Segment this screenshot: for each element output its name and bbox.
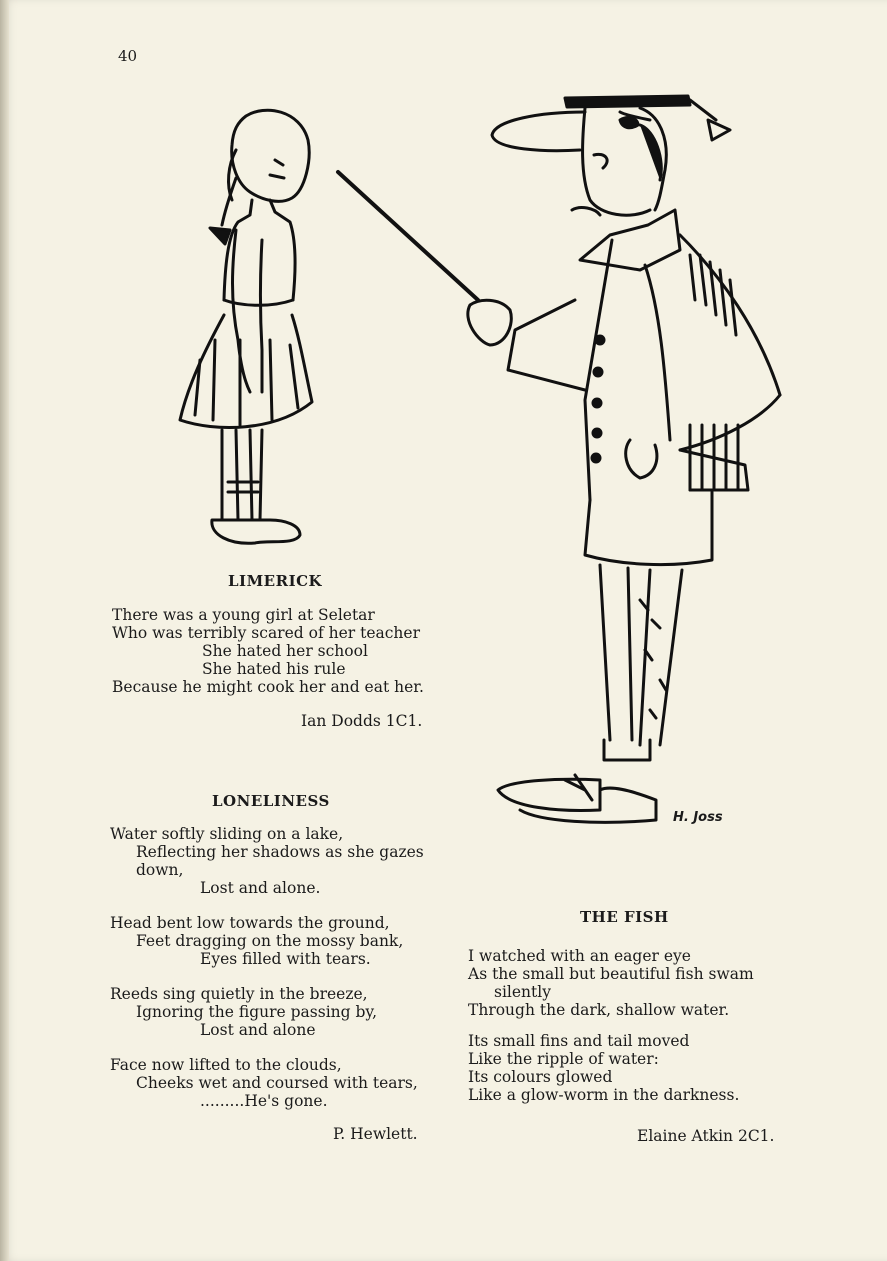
limerick-body (112, 606, 424, 696)
poem-line: Ignoring the figure passing by, (136, 1003, 378, 1021)
poem-line: There was a young girl at Seletar (112, 606, 375, 624)
poem-line: Lost and alone. (200, 879, 321, 897)
poem-line: Its small fins and tail moved (468, 1032, 690, 1050)
poem-line: Because he might cook her and eat her. (112, 678, 424, 696)
poem-line: Reeds sing quietly in the breeze, (110, 985, 368, 1003)
poem-line: As the small but beautiful fish swam (468, 965, 754, 983)
poem-line: Head bent low towards the ground, (110, 914, 390, 932)
poem-line: silently (494, 983, 551, 1001)
fish-title: THE FISH (580, 908, 669, 926)
fish-author: Elaine Atkin 2C1. (637, 1127, 775, 1145)
fish-body (468, 947, 754, 1104)
loneliness-author: P. Hewlett. (333, 1125, 418, 1143)
poem-line: Cheeks wet and coursed with tears, (136, 1074, 418, 1092)
poem-line: .........He's gone. (200, 1092, 328, 1110)
poem-line: Reflecting her shadows as she gazes (136, 843, 424, 861)
poem-line: Feet dragging on the mossy bank, (136, 932, 404, 950)
poem-line: Lost and alone (200, 1021, 316, 1039)
poem-line: I watched with an eager eye (468, 947, 691, 965)
poem-line: She hated his rule (202, 660, 346, 678)
poem-line: She hated her school (202, 642, 368, 660)
poem-line: Face now lifted to the clouds, (110, 1056, 342, 1074)
poem-line: Who was terribly scared of her teacher (112, 624, 420, 642)
illustrator-signature: H. Joss (673, 810, 723, 825)
limerick-author: Ian Dodds 1C1. (301, 712, 423, 730)
poem-line: down, (136, 861, 184, 879)
poem-line: Water softly sliding on a lake, (110, 825, 344, 843)
poem-line: Its colours glowed (468, 1068, 613, 1086)
poem-line: Eyes filled with tears. (200, 950, 371, 968)
page-number: 40 (118, 47, 138, 65)
loneliness-title: LONELINESS (212, 792, 330, 810)
poem-line: Like a glow-worm in the darkness. (468, 1086, 740, 1104)
limerick-title: LIMERICK (228, 572, 323, 590)
loneliness-body (110, 825, 424, 1110)
poem-line: Like the ripple of water: (468, 1050, 659, 1068)
poem-line: Through the dark, shallow water. (468, 1001, 730, 1019)
